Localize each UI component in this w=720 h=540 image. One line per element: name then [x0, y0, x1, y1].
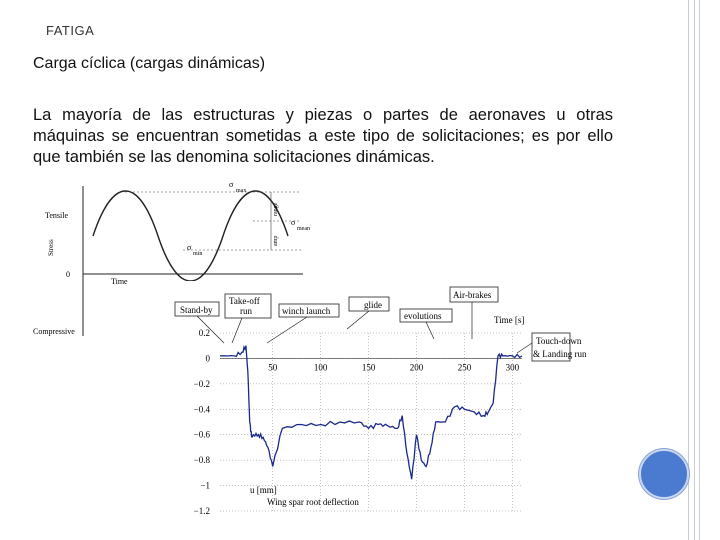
slide-header: FATIGA	[46, 23, 95, 38]
slide-body-text: La mayoría de las estructuras y piezas o partes de aeronaves u otras máquinas se encuentran sometidas a este tipo de solicitaciones; es por ello que también se las denomina solicitaciones dinámicas.	[33, 106, 613, 166]
u-axis-label: u [mm]	[250, 485, 277, 495]
phase-label-glide	[349, 297, 389, 311]
sigma-max-symbol: σ	[229, 180, 234, 189]
x-tick-label: 100	[313, 362, 328, 373]
deflection-chart	[172, 281, 587, 516]
sigma-min-symbol: σ	[187, 243, 192, 252]
slide-subtitle: Carga cíclica (cargas dinámicas)	[33, 55, 266, 72]
frame-line	[699, 0, 700, 540]
takeoff-label-line1: Take-off	[229, 296, 260, 306]
y-tick-label: −0.4	[193, 404, 210, 415]
y-tick-label: −1	[200, 480, 210, 491]
touchdown-label-line1: Touch-down	[536, 336, 582, 346]
tensile-label: Tensile	[45, 211, 68, 220]
sigma-min-sub: min	[193, 251, 203, 257]
frame-line	[694, 0, 695, 540]
y-tick-label: 0.2	[198, 328, 210, 338]
x-tick-label: 250	[457, 362, 472, 373]
y-tick-label: −0.2	[193, 378, 210, 389]
phase-label-standby	[175, 302, 219, 316]
evolutions-arrow	[426, 322, 434, 339]
glide-arrow	[347, 311, 369, 329]
phase-label-airbrakes	[450, 287, 498, 302]
x-tick-label: 300	[505, 362, 520, 373]
touchdown-label-line2: & Landing run	[533, 349, 587, 359]
sigma-amp-sub: amp	[273, 235, 279, 246]
compressive-label: Compressive	[33, 327, 75, 336]
phase-label-winch	[279, 304, 339, 317]
chart-caption: Wing spar root deflection	[267, 497, 359, 507]
winch-arrow	[267, 317, 307, 343]
phase-label-touchdown	[532, 333, 587, 361]
airbrakes-label: Air-brakes	[453, 290, 492, 300]
evolutions-label: evolutions	[404, 311, 442, 321]
stress-axis-label: Stress	[47, 239, 55, 256]
time-label: Time	[111, 277, 128, 286]
y-tick-label: −0.8	[193, 455, 210, 466]
glide-label: glide	[364, 300, 382, 310]
y-tick-label: −1.2	[193, 506, 210, 516]
standby-label: Stand-by	[180, 305, 213, 315]
phase-label-takeoff	[225, 294, 271, 318]
deflection-figure	[172, 281, 587, 516]
y-tick-label: 0	[205, 353, 210, 364]
x-tick-label: 150	[361, 362, 376, 373]
zero-label: 0	[66, 270, 70, 279]
stress-sine-curve	[93, 191, 288, 281]
time-axis-label: Time [s]	[494, 315, 525, 325]
sigma-mean-sub: mean	[297, 226, 310, 232]
frame-line	[688, 0, 689, 540]
sigma-mean-symbol: σ	[291, 218, 296, 227]
winch-label: winch launch	[282, 306, 331, 316]
sigma-range-sub: range	[273, 202, 279, 216]
y-tick-label: −0.6	[193, 429, 210, 440]
takeoff-label-line2: run	[240, 306, 252, 316]
x-tick-label: 200	[409, 362, 424, 373]
takeoff-arrow	[232, 318, 242, 343]
phase-label-evolutions	[400, 309, 452, 322]
x-tick-label: 50	[268, 362, 278, 373]
decorative-circle	[639, 449, 689, 499]
touchdown-arrow	[517, 343, 532, 353]
sigma-max-sub: max	[236, 188, 247, 194]
